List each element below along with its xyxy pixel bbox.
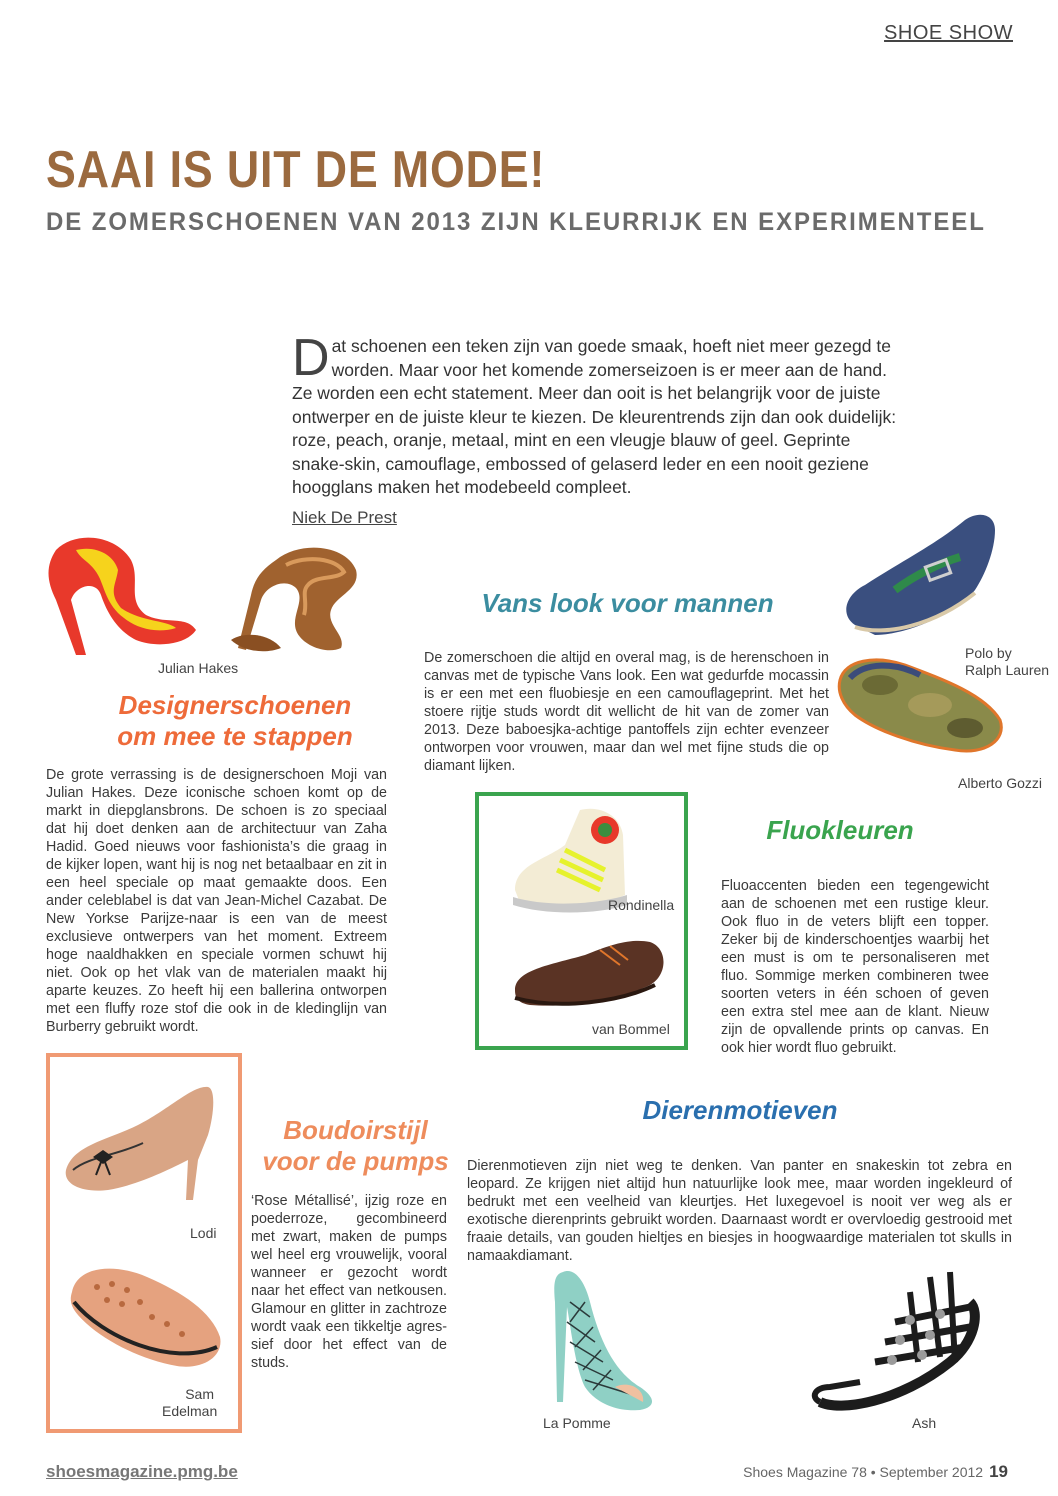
ash-sandal-image <box>800 1262 985 1417</box>
julian-hakes-shoes-image <box>46 530 366 660</box>
caption-line: Sam <box>185 1386 214 1402</box>
heading-designerschoenen <box>80 690 390 752</box>
lodi-pump-image <box>58 1075 218 1205</box>
heading-fluokleuren: Fluokleuren <box>766 815 914 845</box>
caption-julian-hakes: Julian Hakes <box>158 660 239 676</box>
dropcap: D <box>292 329 330 387</box>
author-byline: Niek De Prest <box>292 508 397 527</box>
section-tag: SHOE SHOW <box>884 22 1013 44</box>
caption-alberto-gozzi: Alberto Gozzi <box>958 775 1043 791</box>
heading-boudoirstijl <box>248 1115 463 1177</box>
alberto-gozzi-slipper-image <box>835 650 1010 765</box>
intro-paragraph <box>292 329 907 500</box>
caption-la-pomme: La Pomme <box>543 1415 611 1431</box>
heading-line: om mee te stappen <box>117 721 353 751</box>
heading-line: Boudoirstijl <box>283 1115 428 1145</box>
caption-lodi: Lodi <box>190 1225 217 1241</box>
caption-line: Ralph Lauren <box>965 662 1050 678</box>
caption-ash: Ash <box>912 1415 937 1431</box>
designer-body-text: De grote verrassing is de designerschoen Moji van Julian Hakes. Deze iconische schoen komt op de markt in diepglansbrons. De schoen is zo speciaal dat hij doet denken aan de architectuur van Zaha Hadid. Goed nieuws voor fashionista’s die graag in de kijker lopen, want hij is nog net betaalbaar en zit in een heel speciale op maat gemaakte doos. Een ander celeblabel is dat van Jean-Michel Cazabat. De New Yorkse Parijze-naar is een van de meest exclusieve ontwerpers van het moment. Extreem hoge naaldhakken en speciale vormen schuwt hij niet. Ook op het vlak van de materialen maakt hij aparte keuzes. Zo heeft hij een ballerina ontworpen met een fluffy roze stof die ook in de kledinglijn van Burberry gebruikt wordt. <box>46 767 387 1035</box>
fluo-body-text: Fluoaccenten bieden een tegengewicht aan de schoenen met een rustige kleur. Ook fluo in de veters blijft een topper. Zeker bij de kinderschoentjes waarbij het een must is om te personaliseren met fluo. Sommige merken combineren twee soorten veters in één schoen of geven een extra stel mee aan de klant. Nieuw zijn de opvallende prints op canvas. En ook hier wordt fluo gebruikt. <box>721 878 989 1056</box>
caption-rondinella: Rondinella <box>608 897 675 913</box>
caption-line: Polo by <box>965 645 1012 661</box>
footer-issue-info <box>743 1462 1008 1482</box>
la-pomme-pump-image <box>545 1262 665 1412</box>
page-title: SAAI IS UIT DE MODE! <box>46 141 546 199</box>
page-number: 19 <box>989 1462 1008 1481</box>
intro-text: at schoenen een teken zijn van goede smaak, hoeft niet meer gezegd te worden. Maar voor het komende zomerseizoen is er meer aan de hand. Ze worden een echt statement. Meer dan ooit is het belangrijk voor de juiste ontwerper en de juiste kleur te kiezen. De kleurentrends zijn dan ook duidelijk: roze, peach, oranje, metaal, mint en een vleugje blauw of geel. Geprinte snake-skin, camouflage, embossed of gelaserd leder en een nooit geziene hoogglans maken het modebeeld compleet. <box>292 336 897 497</box>
boudoir-body-text: ‘Rose Métallisé’, ijzig roze en poederroze, gecombineerd met zwart, maken de pumps wel heel erg vrouwelijk, vooral wanneer er gezocht wordt naar het effect van netkousen. Glamour en glitter in zachtroze wordt vaak een tikkeltje agres-sief door het effect van de studs. <box>251 1193 447 1371</box>
sam-edelman-slipper-image <box>62 1262 227 1372</box>
polo-loafer-image <box>835 505 1005 645</box>
heading-vans-look: Vans look voor mannen <box>481 588 774 618</box>
heading-line: Designerschoenen <box>118 690 352 720</box>
heading-dierenmotieven: Dierenmotieven <box>642 1095 838 1125</box>
dieren-body-text: Dierenmotieven zijn niet weg te denken. Van panter en snakeskin tot zebra en leopard. Ze krijgen niet altijd hun natuurlijke look mee, maar worden ingekleurd of bedrukt met een veelheid van kleurtjes. Het luxegevoel is nooit ver weg als er exotische dierenprints gebruikt worden. Daarnaast wordt er overvloedig gestrooid met fraaie details, van gouden hieltjes en biesjes in hoogwaardige materialen tot skulls in namaakdiamant. <box>467 1158 1012 1264</box>
footer-website-link[interactable]: shoesmagazine.pmg.be <box>46 1462 238 1481</box>
caption-van-bommel: van Bommel <box>592 1021 670 1037</box>
page-subtitle: DE ZOMERSCHOENEN VAN 2013 ZIJN KLEURRIJK EN EXPERIMENTEEL <box>46 208 986 236</box>
footer-issue: Shoes Magazine 78 • September 2012 <box>743 1464 984 1480</box>
vans-body-text: De zomerschoen die altijd en overal mag, is de herenschoen in canvas met de typische Vans look. Een wat gedurfde mocassin is er een met een fluobiesje en een camouflageprint. Met het stoere rijtje studs wordt dit wellicht de hit van de zomer van 2013. Deze baboesjka-achtige pantoffels zijn echter evenzeer ontworpen voor vrouwen, maar dan wel met fijne studs die op diamant lijken. <box>424 650 829 774</box>
heading-line: voor de pumps <box>262 1146 449 1176</box>
caption-sam-edelman <box>162 1386 218 1420</box>
van-bommel-shoe-image <box>510 930 670 1015</box>
caption-line: Edelman <box>162 1403 218 1419</box>
